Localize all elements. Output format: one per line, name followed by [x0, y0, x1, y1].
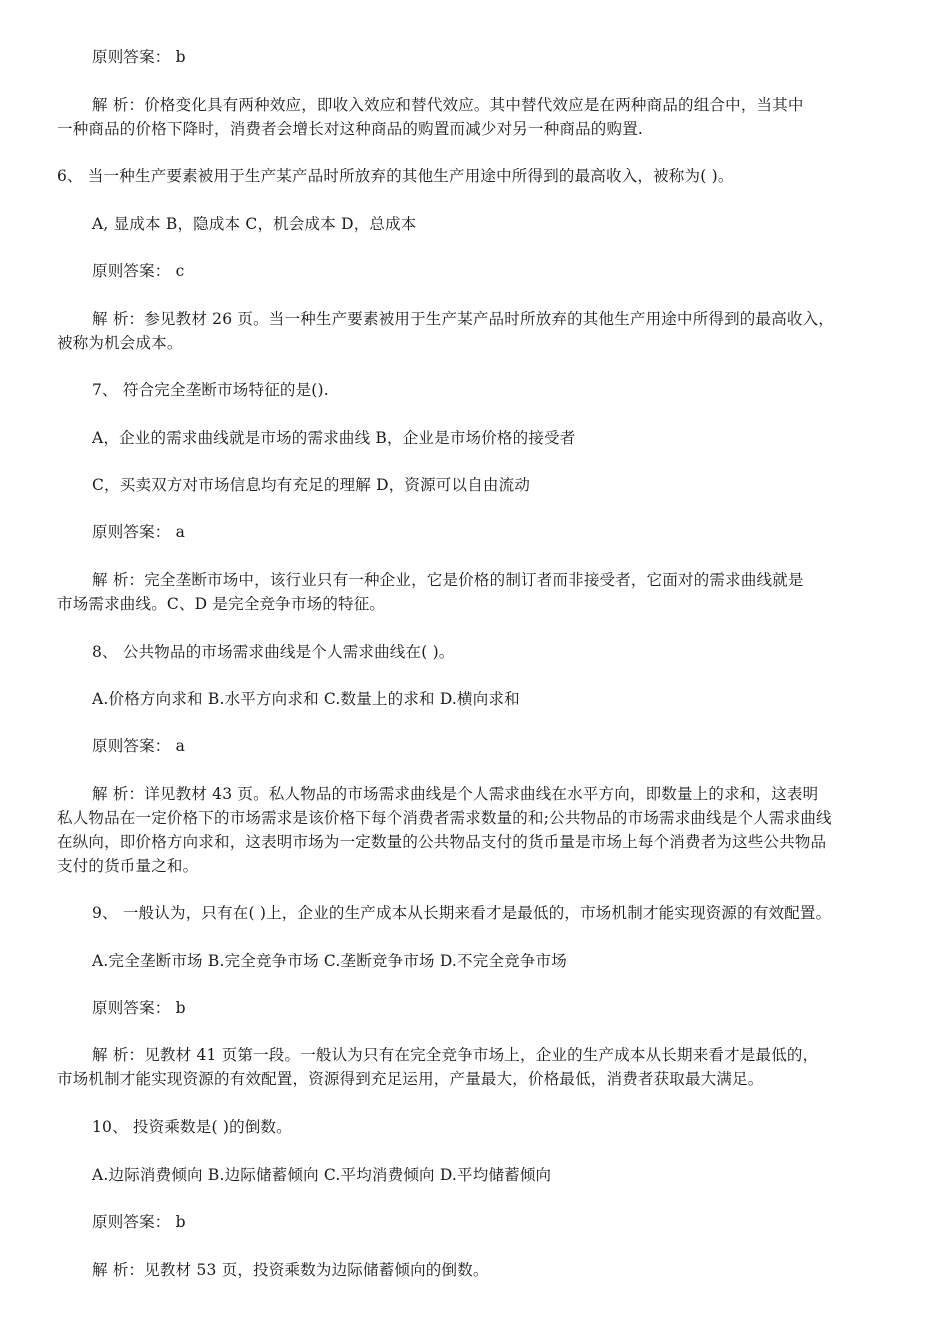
analysis-line: 解 析：价格变化具有两种效应，即收入效应和替代效应。其中替代效应是在两种商品的组合中，当其中: [92, 96, 804, 114]
analysis-line: 解 析：完全垄断市场中，该行业只有一种企业，它是价格的制订者而非接受者，它面对的需求曲线就是: [92, 571, 804, 589]
question-9: 9、 一般认为，只有在( )上，企业的生产成本从长期来看才是最低的，市场机制才能实现资源的有效配置。: [92, 904, 832, 922]
question-10: 10、 投资乘数是( )的倒数。: [92, 1118, 292, 1136]
analysis-line: 被称为机会成本。: [57, 334, 183, 352]
analysis-line: 在纵向，即价格方向求和，这表明市场为一定数量的公共物品支付的货币量是市场上每个消费者为这些公共物品: [57, 833, 827, 851]
analysis-line: 市场需求曲线。C、D 是完全竞争市场的特征。: [57, 595, 386, 613]
analysis-line: 解 析：参见教材 26 页。当一种生产要素被用于生产某产品时所放弃的其他生产用途中所得到的最高收入，: [92, 310, 835, 328]
options-line: A，企业的需求曲线就是市场的需求曲线 B，企业是市场价格的接受者: [92, 429, 576, 447]
analysis-line: 解 析：见教材 41 页第一段。一般认为只有在完全竞争市场上，企业的生产成本从长期来看才是最低的，: [92, 1046, 819, 1064]
answer-line: 原则答案： b: [92, 1213, 186, 1231]
options-line: A, 显成本 B，隐成本 C，机会成本 D，总成本: [92, 215, 417, 233]
analysis-line: 解 析：详见教材 43 页。私人物品的市场需求曲线是个人需求曲线在水平方向，即数量上的求和，这表明: [92, 785, 819, 803]
answer-line: 原则答案： c: [92, 262, 185, 280]
analysis-line: 市场机制才能实现资源的有效配置，资源得到充足运用，产量最大，价格最低，消费者获取最大满足。: [57, 1070, 764, 1088]
analysis-line: 解 析：见教材 53 页，投资乘数为边际储蓄倾向的倒数。: [92, 1261, 489, 1279]
answer-line: 原则答案： b: [92, 999, 186, 1017]
question-6: 6、 当一种生产要素被用于生产某产品时所放弃的其他生产用途中所得到的最高收入，被称为( )。: [57, 167, 734, 185]
question-8: 8、 公共物品的市场需求曲线是个人需求曲线在( )。: [92, 643, 455, 661]
answer-line: 原则答案： b: [92, 48, 186, 66]
analysis-line: 一种商品的价格下降时，消费者会增长对这种商品的购置而减少对另一种商品的购置.: [57, 120, 644, 138]
analysis-line: 支付的货币量之和。: [57, 857, 199, 875]
options-line: A.价格方向求和 B.水平方向求和 C.数量上的求和 D.横向求和: [92, 690, 520, 708]
question-7: 7、 符合完全垄断市场特征的是().: [92, 381, 329, 399]
options-line: A.边际消费倾向 B.边际储蓄倾向 C.平均消费倾向 D.平均储蓄倾向: [92, 1166, 552, 1184]
options-line: C，买卖双方对市场信息均有充足的理解 D，资源可以自由流动: [92, 476, 531, 494]
options-line: A.完全垄断市场 B.完全竞争市场 C.垄断竞争市场 D.不完全竞争市场: [92, 952, 567, 970]
answer-line: 原则答案： a: [92, 737, 186, 755]
answer-line: 原则答案： a: [92, 523, 186, 541]
analysis-line: 私人物品在一定价格下的市场需求是该价格下每个消费者需求数量的和;公共物品的市场需求曲线是个人需求曲线: [57, 809, 832, 827]
